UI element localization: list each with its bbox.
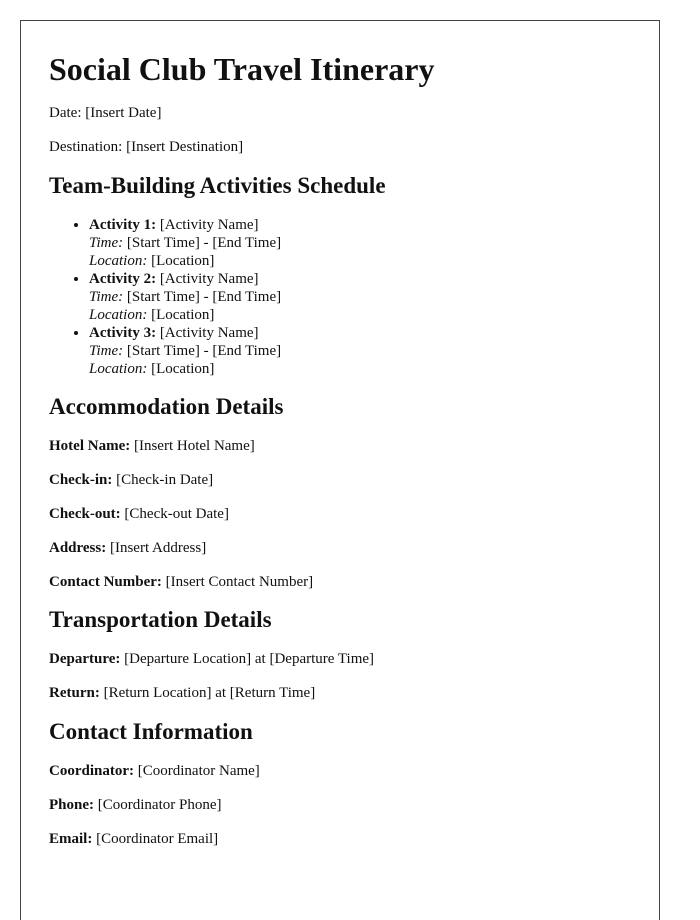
address-line (49, 539, 631, 557)
activity-label: Activity 3: (89, 325, 157, 341)
coordinator-line (49, 762, 631, 780)
itinerary-document (20, 20, 660, 920)
field-label: Coordinator: (49, 763, 134, 779)
contact-number-line (49, 573, 631, 591)
field-label: Email: (49, 831, 93, 847)
transportation-heading: Transportation Details (49, 607, 272, 632)
activity-name: [Activity Name] (159, 271, 259, 287)
date-label: Date: (49, 105, 82, 121)
activity-location: [Location] (151, 361, 215, 377)
activity-time-line (89, 234, 631, 252)
field-value: [Departure Location] at [Departure Time] (124, 651, 375, 667)
field-value: [Coordinator Phone] (97, 797, 222, 813)
field-label: Hotel Name: (49, 438, 131, 454)
activity-time-label: Time: (89, 235, 124, 251)
activity-location-line (89, 252, 631, 270)
activity-label: Activity 1: (89, 217, 157, 233)
field-label: Address: (49, 540, 107, 556)
departure-line (49, 650, 631, 668)
activities-list (49, 216, 631, 378)
date-value: [Insert Date] (85, 105, 162, 121)
destination-label: Destination: (49, 139, 123, 155)
activity-location: [Location] (151, 253, 215, 269)
phone-line (49, 796, 631, 814)
field-label: Check-out: (49, 506, 121, 522)
activities-heading: Team-Building Activities Schedule (49, 173, 386, 198)
activity-location-label: Location: (89, 253, 148, 269)
field-value: [Insert Address] (109, 540, 207, 556)
activity-time-label: Time: (89, 343, 124, 359)
return-line (49, 684, 631, 702)
activity-location-line (89, 360, 631, 378)
activity-location-label: Location: (89, 307, 148, 323)
activity-name: [Activity Name] (159, 217, 259, 233)
activity-time: [Start Time] - [End Time] (126, 235, 282, 251)
field-value: [Check-in Date] (116, 472, 214, 488)
field-label: Departure: (49, 651, 121, 667)
field-value: [Coordinator Email] (96, 831, 219, 847)
activity-item (89, 270, 631, 324)
field-label: Return: (49, 685, 100, 701)
email-line (49, 830, 631, 848)
destination-line (49, 138, 631, 156)
activity-location: [Location] (151, 307, 215, 323)
hotel-name-line (49, 437, 631, 455)
field-label: Check-in: (49, 472, 113, 488)
field-value: [Insert Hotel Name] (133, 438, 255, 454)
activity-time-label: Time: (89, 289, 124, 305)
field-value: [Check-out Date] (124, 506, 229, 522)
activity-time: [Start Time] - [End Time] (126, 289, 282, 305)
field-value: [Insert Contact Number] (165, 574, 314, 590)
contact-heading: Contact Information (49, 719, 253, 744)
activity-location-line (89, 306, 631, 324)
document-title: Social Club Travel Itinerary (49, 51, 435, 87)
activity-label: Activity 2: (89, 271, 157, 287)
field-value: [Return Location] at [Return Time] (103, 685, 316, 701)
activity-time: [Start Time] - [End Time] (126, 343, 282, 359)
activity-time-line (89, 288, 631, 306)
activity-item (89, 216, 631, 270)
date-line (49, 104, 631, 122)
check-out-line (49, 505, 631, 523)
activity-time-line (89, 342, 631, 360)
check-in-line (49, 471, 631, 489)
activity-item (89, 324, 631, 378)
accommodation-heading: Accommodation Details (49, 394, 284, 419)
field-label: Phone: (49, 797, 94, 813)
activity-name: [Activity Name] (159, 325, 259, 341)
destination-value: [Insert Destination] (126, 139, 244, 155)
field-value: [Coordinator Name] (137, 763, 260, 779)
activity-location-label: Location: (89, 361, 148, 377)
field-label: Contact Number: (49, 574, 162, 590)
